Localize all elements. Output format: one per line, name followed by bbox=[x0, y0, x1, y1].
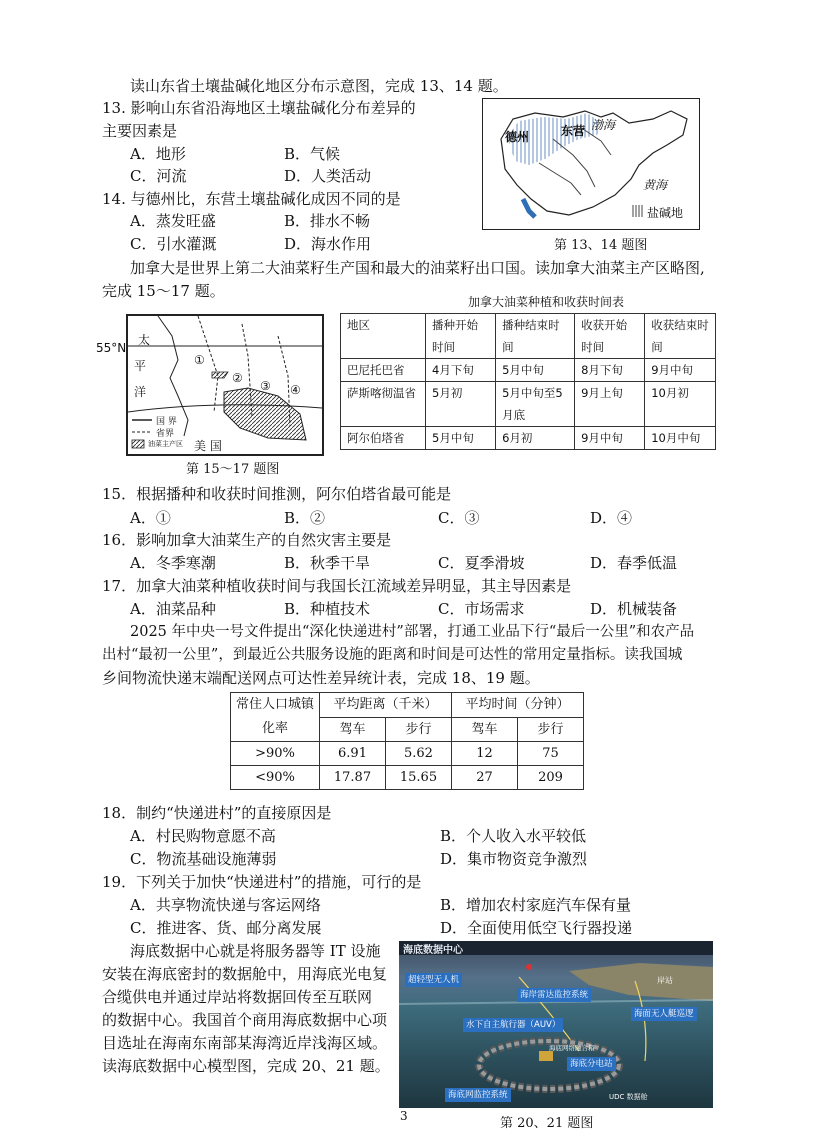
q16-option-a[interactable]: A．冬季寒潮 bbox=[130, 554, 216, 572]
q18-option-d[interactable]: D．集市物资竞争激烈 bbox=[440, 850, 588, 868]
express-header-row bbox=[231, 693, 584, 718]
label-dongying: 东营 bbox=[561, 124, 586, 138]
crop-cell: 6月初 bbox=[496, 427, 575, 450]
q18-option-c[interactable]: C．物流基础设施薄弱 bbox=[130, 850, 277, 868]
q15-option-c[interactable]: C．③ bbox=[438, 509, 480, 527]
intro-20-21-line5: 目选址在海南东南部某海湾近岸浅海区域。 bbox=[102, 1034, 388, 1052]
crop-cell: 9月中旬 bbox=[575, 427, 645, 450]
express-header-distance: 平均距离（千米） bbox=[320, 693, 452, 718]
express-table bbox=[230, 692, 584, 790]
photo-caption: 第 20、21 题图 bbox=[500, 1116, 594, 1131]
express-cell: 75 bbox=[517, 742, 583, 766]
ocean-char-3: 洋 bbox=[134, 385, 147, 399]
express-cell: 15.65 bbox=[385, 766, 451, 790]
q18-option-b[interactable]: B．个人收入水平较低 bbox=[440, 827, 587, 845]
ocean-char-2: 平 bbox=[134, 359, 147, 373]
legend-area: 油菜主产区 bbox=[148, 440, 183, 448]
q14-stem: 14. 与德州比，东营土壤盐碱化成因不同的是 bbox=[102, 190, 401, 208]
q16-option-c[interactable]: C．夏季滑坡 bbox=[438, 554, 525, 572]
express-sub-walk: 步行 bbox=[385, 717, 451, 742]
q15-option-b[interactable]: B．② bbox=[284, 509, 326, 527]
crop-row-saskatchewan bbox=[341, 382, 716, 427]
express-cell: >90% bbox=[231, 742, 320, 766]
map1-caption: 第 13、14 题图 bbox=[554, 238, 648, 253]
photo-title: 海底数据中心 bbox=[403, 945, 463, 956]
q14-option-a[interactable]: A．蒸发旺盛 bbox=[130, 212, 216, 230]
express-row-low bbox=[231, 766, 584, 790]
express-cell: <90% bbox=[231, 766, 320, 790]
crop-header-harvest-start: 收获开始时间 bbox=[575, 314, 645, 359]
express-header-time: 平均时间（分钟） bbox=[451, 693, 583, 718]
crop-cell: 5月中旬至5月底 bbox=[496, 382, 575, 427]
crop-cell: 8月下旬 bbox=[575, 359, 645, 382]
intro-18-19-line1: 2025 年中央一号文件提出“深化快递进村”部署，打通工业品下行“最后一公里”和农产品 bbox=[130, 624, 695, 640]
express-sub-drive: 驾车 bbox=[320, 717, 386, 742]
express-sub-drive: 驾车 bbox=[451, 717, 517, 742]
intro-18-19-line3: 乡间物流快递末端配送网点可达性差异统计表，完成 18、19 题。 bbox=[102, 669, 540, 687]
crop-table-header-row bbox=[341, 314, 716, 359]
intro-18-19-line2: 出村“最初一公里”，到最近公共服务设施的距离和时间是可达性的常用定量指标。读我国城 bbox=[102, 647, 683, 663]
q13-stem-line2: 主要因素是 bbox=[102, 122, 178, 140]
express-cell: 27 bbox=[451, 766, 517, 790]
crop-cell: 阿尔伯塔省 bbox=[341, 427, 426, 450]
q15-option-a[interactable]: A．① bbox=[130, 509, 171, 527]
express-sub-walk: 步行 bbox=[517, 717, 583, 742]
express-cell: 209 bbox=[517, 766, 583, 790]
photo-label-radar: 海岸雷达监控系统 bbox=[517, 988, 591, 1002]
q13-option-d[interactable]: D．人类活动 bbox=[284, 167, 372, 185]
label-huanghai: 黄海 bbox=[643, 178, 668, 192]
region-4: ④ bbox=[290, 383, 301, 397]
express-cell: 5.62 bbox=[385, 742, 451, 766]
label-dezhou: 德州 bbox=[505, 130, 530, 144]
photo-label-monitor: 海底网监控系统 bbox=[445, 1088, 511, 1102]
q13-option-a[interactable]: A．地形 bbox=[130, 145, 186, 163]
q19-option-d[interactable]: D．全面使用低空飞行器投递 bbox=[440, 919, 633, 937]
crop-cell: 10月初 bbox=[645, 382, 716, 427]
label-usa: 美 国 bbox=[194, 439, 222, 453]
crop-header-region: 地区 bbox=[341, 314, 426, 359]
region-2: ② bbox=[232, 371, 243, 385]
crop-cell: 10月中旬 bbox=[645, 427, 716, 450]
legend-province: 省界 bbox=[156, 429, 175, 439]
crop-cell: 4月下旬 bbox=[426, 359, 496, 382]
intro-20-21-line4: 的数据中心。我国首个商用海底数据中心项 bbox=[102, 1011, 388, 1029]
express-row-high bbox=[231, 742, 584, 766]
shandong-map bbox=[482, 98, 700, 230]
canada-map bbox=[126, 314, 324, 456]
q17-option-c[interactable]: C．市场需求 bbox=[438, 600, 525, 618]
q13-option-c[interactable]: C．河流 bbox=[130, 167, 187, 185]
crop-header-sow-end: 播种结束时间 bbox=[496, 314, 575, 359]
intro-20-21-line6: 读海底数据中心模型图，完成 20、21 题。 bbox=[102, 1057, 390, 1075]
q13-stem-line1: 13. 影响山东省沿海地区土壤盐碱化分布差异的 bbox=[102, 99, 416, 117]
photo-label-drone: 超轻型无人机 bbox=[405, 973, 462, 987]
region-3: ③ bbox=[260, 379, 271, 393]
q14-option-d[interactable]: D．海水作用 bbox=[284, 235, 372, 253]
photo-label-shore: 岸站 bbox=[657, 976, 673, 985]
q16-stem: 16．影响加拿大油菜生产的自然灾害主要是 bbox=[102, 531, 392, 549]
label-bohai: 渤海 bbox=[591, 118, 616, 132]
region-1: ① bbox=[194, 353, 205, 367]
express-cell: 6.91 bbox=[320, 742, 386, 766]
intro-15-17-line1: 加拿大是世界上第二大油菜籽生产国和最大的油菜籽出口国。读加拿大油菜主产区略图, bbox=[130, 259, 705, 277]
photo-label-usv: 海面无人艇巡逻 bbox=[631, 1007, 697, 1021]
express-header-rate: 常住人口城镇化率 bbox=[231, 693, 320, 742]
crop-cell: 巴尼托巴省 bbox=[341, 359, 426, 382]
legend-border: 国 界 bbox=[156, 417, 177, 427]
q19-option-c[interactable]: C．推进客、货、邮分离发展 bbox=[130, 919, 322, 937]
page-number: 3 bbox=[400, 1109, 408, 1123]
q17-option-a[interactable]: A．油菜品种 bbox=[130, 600, 216, 618]
q19-option-a[interactable]: A．共享物流快递与客运网络 bbox=[130, 896, 321, 914]
q18-option-a[interactable]: A．村民购物意愿不高 bbox=[130, 827, 276, 845]
lat-label: 55°N bbox=[96, 341, 127, 355]
crop-row-manitoba bbox=[341, 359, 716, 382]
intro-20-21-line1: 海底数据中心就是将服务器等 IT 设施 bbox=[130, 942, 381, 960]
intro-20-21-line2: 安装在海底密封的数据舱中，用海底光电复 bbox=[102, 965, 388, 983]
crop-row-alberta bbox=[341, 427, 716, 450]
crop-cell: 9月中旬 bbox=[645, 359, 716, 382]
intro-20-21-line3: 合缆供电并通过岸站将数据回传至互联网 bbox=[102, 988, 373, 1006]
express-cell: 17.87 bbox=[320, 766, 386, 790]
q14-option-c[interactable]: C．引水灌溉 bbox=[130, 235, 217, 253]
crop-table bbox=[340, 313, 716, 450]
q17-option-b[interactable]: B．种植技术 bbox=[284, 600, 371, 618]
crop-table-title: 加拿大油菜种植和收获时间表 bbox=[468, 295, 625, 309]
q15-stem: 15．根据播种和收获时间推测，阿尔伯塔省最可能是 bbox=[102, 485, 452, 503]
q19-option-b[interactable]: B．增加农村家庭汽车保有量 bbox=[440, 896, 632, 914]
photo-label-substation: 海底分电站 bbox=[567, 1057, 616, 1071]
q16-option-b[interactable]: B．秋季干旱 bbox=[284, 554, 371, 572]
q14-option-b[interactable]: B．排水不畅 bbox=[284, 212, 371, 230]
crop-header-harvest-end: 收获结束时间 bbox=[645, 314, 716, 359]
ocean-char-1: 太 bbox=[138, 333, 151, 347]
crop-cell: 9月上旬 bbox=[575, 382, 645, 427]
crop-cell: 5月中旬 bbox=[496, 359, 575, 382]
q17-stem: 17．加拿大油菜种植收获时间与我国长江流域差异明显，其主导因素是 bbox=[102, 577, 572, 595]
q16-option-d[interactable]: D．春季低温 bbox=[590, 554, 678, 572]
q19-stem: 19．下列关于加快“快递进村”的措施，可行的是 bbox=[102, 873, 422, 891]
q13-option-b[interactable]: B．气候 bbox=[284, 145, 341, 163]
photo-label-junction: 海底网络融合箱 bbox=[549, 1044, 595, 1052]
express-cell: 12 bbox=[451, 742, 517, 766]
crop-cell: 5月初 bbox=[426, 382, 496, 427]
photo-label-udc: UDC 数据舱 bbox=[609, 1093, 648, 1101]
legend-saline-land: 盐碱地 bbox=[647, 206, 684, 220]
intro-15-17-line2: 完成 15～17 题。 bbox=[102, 282, 225, 300]
crop-cell: 5月中旬 bbox=[426, 427, 496, 450]
crop-cell: 萨斯喀彻温省 bbox=[341, 382, 426, 427]
q17-option-d[interactable]: D．机械装备 bbox=[590, 600, 678, 618]
q18-stem: 18．制约“快递进村”的直接原因是 bbox=[102, 804, 332, 822]
photo-label-auv: 水下自主航行器（AUV） bbox=[463, 1018, 563, 1032]
crop-header-sow-start: 播种开始时间 bbox=[426, 314, 496, 359]
map2-caption: 第 15～17 题图 bbox=[186, 462, 280, 477]
intro-13-14: 读山东省土壤盐碱化地区分布示意图，完成 13、14 题。 bbox=[130, 77, 508, 95]
undersea-datacenter-photo bbox=[399, 941, 713, 1108]
q15-option-d[interactable]: D．④ bbox=[590, 509, 633, 527]
